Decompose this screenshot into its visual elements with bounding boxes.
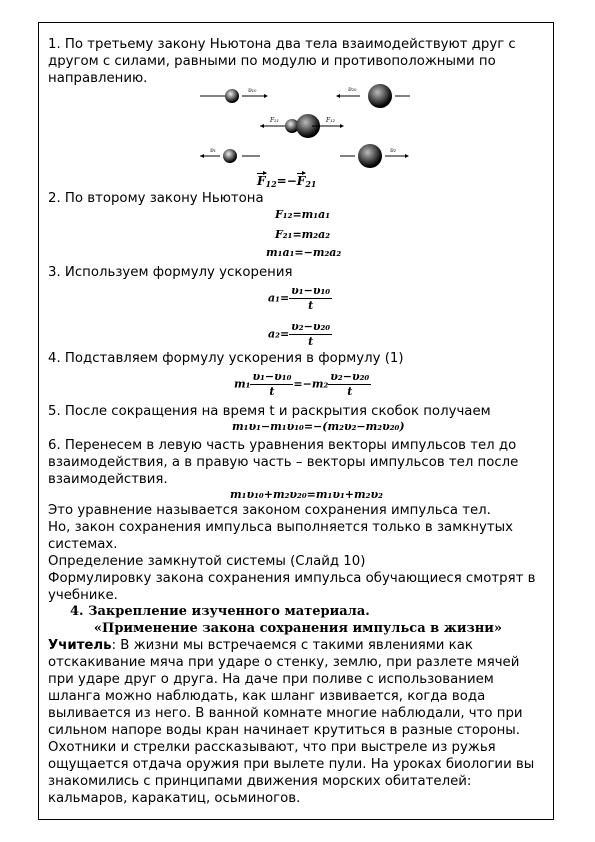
formula-newton3: $F_{12}=-F_{21}$ — [257, 174, 317, 189]
teacher-paragraph — [48, 637, 548, 807]
paragraph-7: Это уравнение называется законом сохранения импульса тел. — [48, 503, 491, 518]
label-v2: υ₂ — [390, 147, 397, 154]
paragraph-8: Но, закон сохранения импульса выполняется только в замкнутых системах. — [48, 520, 513, 552]
label-f21: F₂₁ — [270, 117, 279, 124]
paragraph-3: 3. Используем формулу ускорения — [48, 265, 293, 280]
paragraph-2: 2. По второму закону Ньютона — [48, 191, 264, 206]
paragraph-1: 1. По третьему закону Ньютона два тела взаимодействуют друг с другом с силами, равными по модулю и противоположными по направлению. — [48, 37, 516, 86]
formula-conservation: m₁υ₁₀+m₂υ₂₀=m₁υ₁+m₂υ₂ — [230, 488, 383, 501]
formula-momentum-eq: m₁a₁=−m₂a₂ — [266, 246, 342, 259]
label-f12: F₁₂ — [326, 117, 335, 124]
formula-substituted: m₁ $\frac{\text{υ₁−υ₁₀}}{t}$ =−m₂ $\frac{\text{υ₂−υ₂₀}}{t}$ — [234, 370, 370, 398]
paragraph-6: 6. Перенесем в левую часть уравнения векторы импульсов тел до взаимодействия, а в правую часть – векторы импульсов тел после взаимодействия. — [48, 438, 519, 487]
formula-f12: F₁₂=m₁a₁ — [275, 208, 331, 221]
paragraph-4: 4. Подставляем формулу ускорения в формулу (1) — [48, 351, 404, 366]
section-heading: 4. Закрепление изученного материала. — [70, 604, 370, 619]
subheading: «Применение закона сохранения импульса в жизни» — [93, 621, 503, 636]
formula-f21: F₂₁=m₂a₂ — [275, 228, 331, 241]
formula-a1: a₁= $\frac{\text{υ₁−υ₁₀}}{t}$ — [268, 284, 331, 312]
collision-figure — [190, 82, 415, 168]
label-v20: υ₂₀ — [348, 86, 357, 93]
paragraph-5: 5. После сокращения на время t и раскрытия скобок получаем — [48, 404, 491, 419]
formula-a2: a₂= $\frac{\text{υ₂−υ₂₀}}{t}$ — [268, 320, 331, 348]
teacher-text: : В жизни мы встречаемся с такими явлениями как отскакивание мяча при ударе о стенку, землю, при разлете мячей при ударе друг о друга. На даче при поливе с использованием шланга можно наблюдать, как шланг извивается, когда вода выливается из него. В ванной комнате многие наблюдали, что при сильном напоре воды кран начинает крутиться в разные стороны. Охотники и стрелки рассказывают, что при выстреле из ружья ощущается отдача оружия при вылете пули. На уроках биологии вы знакомились с принципами движения морских обитателей: кальмаров, каракатиц, осьминогов. — [48, 638, 535, 806]
formula-expanded: m₁υ₁−m₁υ₁₀=−(m₂υ₂−m₂υ₂₀) — [232, 420, 405, 433]
label-v1: υ₁ — [210, 147, 217, 154]
paragraph-9: Определение замкнутой системы (Слайд 10) — [48, 554, 366, 569]
label-v10: υ₁₀ — [248, 87, 257, 94]
paragraph-10: Формулировку закона сохранения импульса обучающиеся смотрят в учебнике. — [48, 571, 536, 603]
teacher-label: Учитель — [48, 638, 112, 653]
